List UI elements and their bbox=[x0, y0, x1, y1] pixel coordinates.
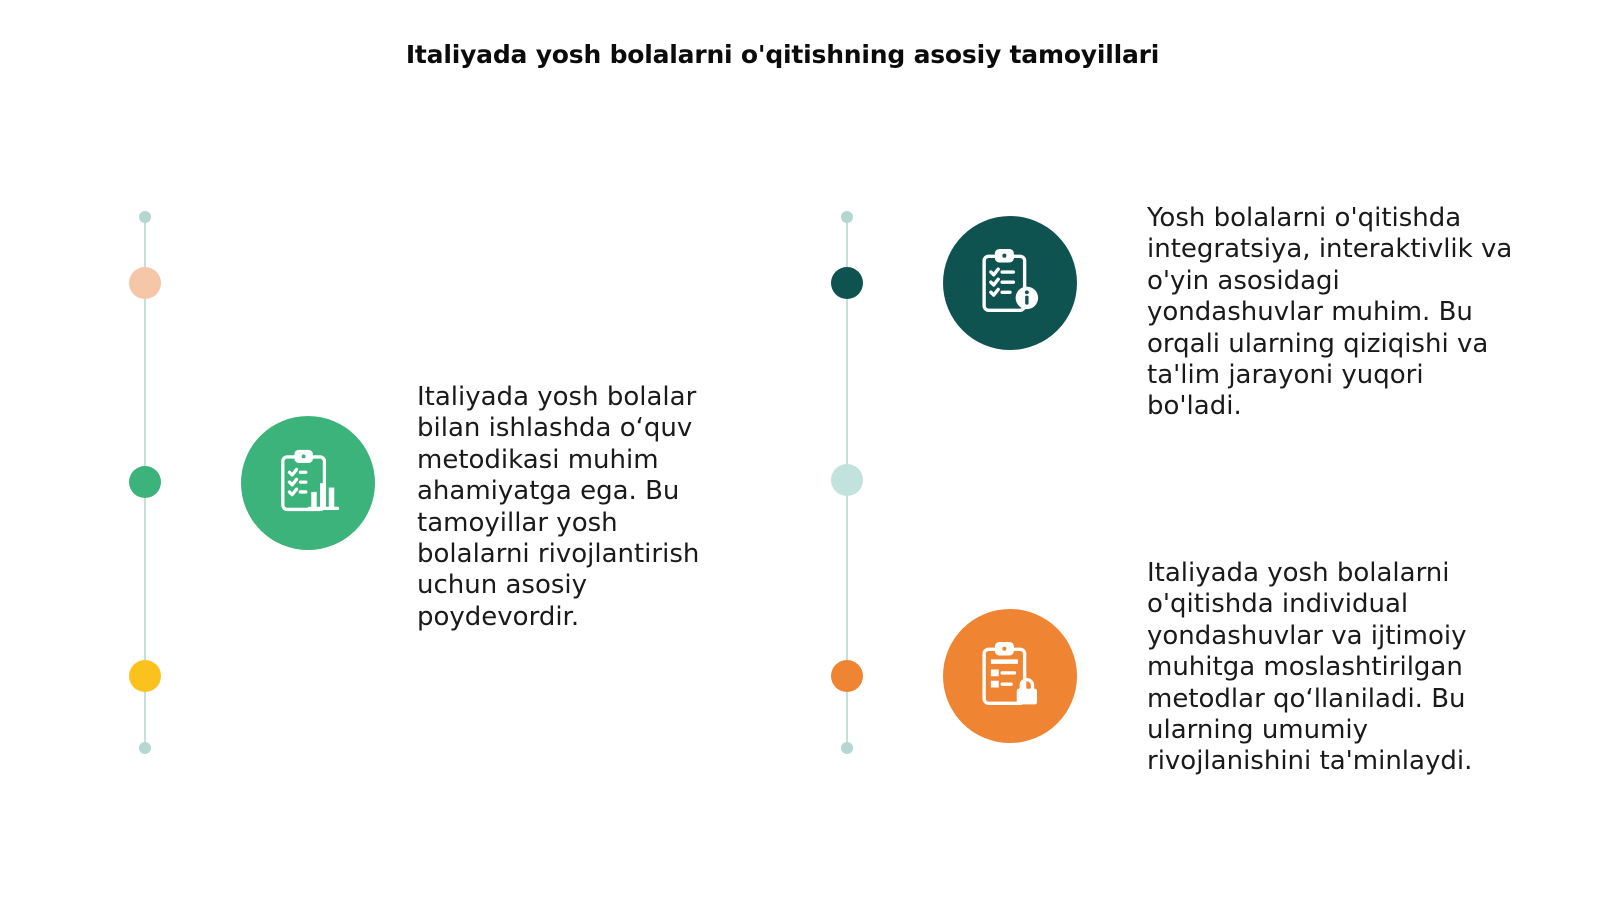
item-text-2: Yosh bolalarni o'qitishda integratsiya, interaktivlik va o'yin asosidagi yondashuvlar muhim. Bu orqali ularning qiziqishi va ta'lim jarayoni yuqori bo'ladi. bbox=[1147, 203, 1513, 422]
timeline-dot-yellow bbox=[129, 660, 161, 692]
item-text-3: Italiyada yosh bolalarni o'qitishda individual yondashuvlar va ijtimoiy muhitga moslashtirilgan metodlar qo‘llaniladi. Bu ularning umumiy rivojlanishini ta'minlaydi. bbox=[1147, 558, 1473, 777]
icon-circle-teal bbox=[943, 216, 1077, 350]
timeline-dot-peach bbox=[129, 267, 161, 299]
timeline-end-dot bbox=[139, 211, 151, 223]
clipboard-chart-icon bbox=[273, 446, 343, 521]
timeline-end-dot bbox=[841, 211, 853, 223]
item-text-1: Italiyada yosh bolalar bilan ishlashda o‘quv metodikasi muhim ahamiyatga ega. Bu tamoyillar yosh bolalarni rivojlantirish uchun asosiy poydevordir. bbox=[417, 382, 700, 632]
page-title: Italiyada yosh bolalarni o'qitishning asosiy tamoyillari bbox=[405, 40, 1160, 69]
timeline-end-dot bbox=[139, 742, 151, 754]
clipboard-info-icon bbox=[974, 245, 1046, 322]
icon-circle-green bbox=[241, 416, 375, 550]
timeline-dot-orange bbox=[831, 660, 863, 692]
timeline-dot-pale-teal bbox=[831, 464, 863, 496]
timeline-end-dot bbox=[841, 742, 853, 754]
timeline-dot-teal bbox=[831, 267, 863, 299]
timeline-dot-green bbox=[129, 466, 161, 498]
clipboard-lock-icon bbox=[974, 638, 1046, 715]
icon-circle-orange bbox=[943, 609, 1077, 743]
